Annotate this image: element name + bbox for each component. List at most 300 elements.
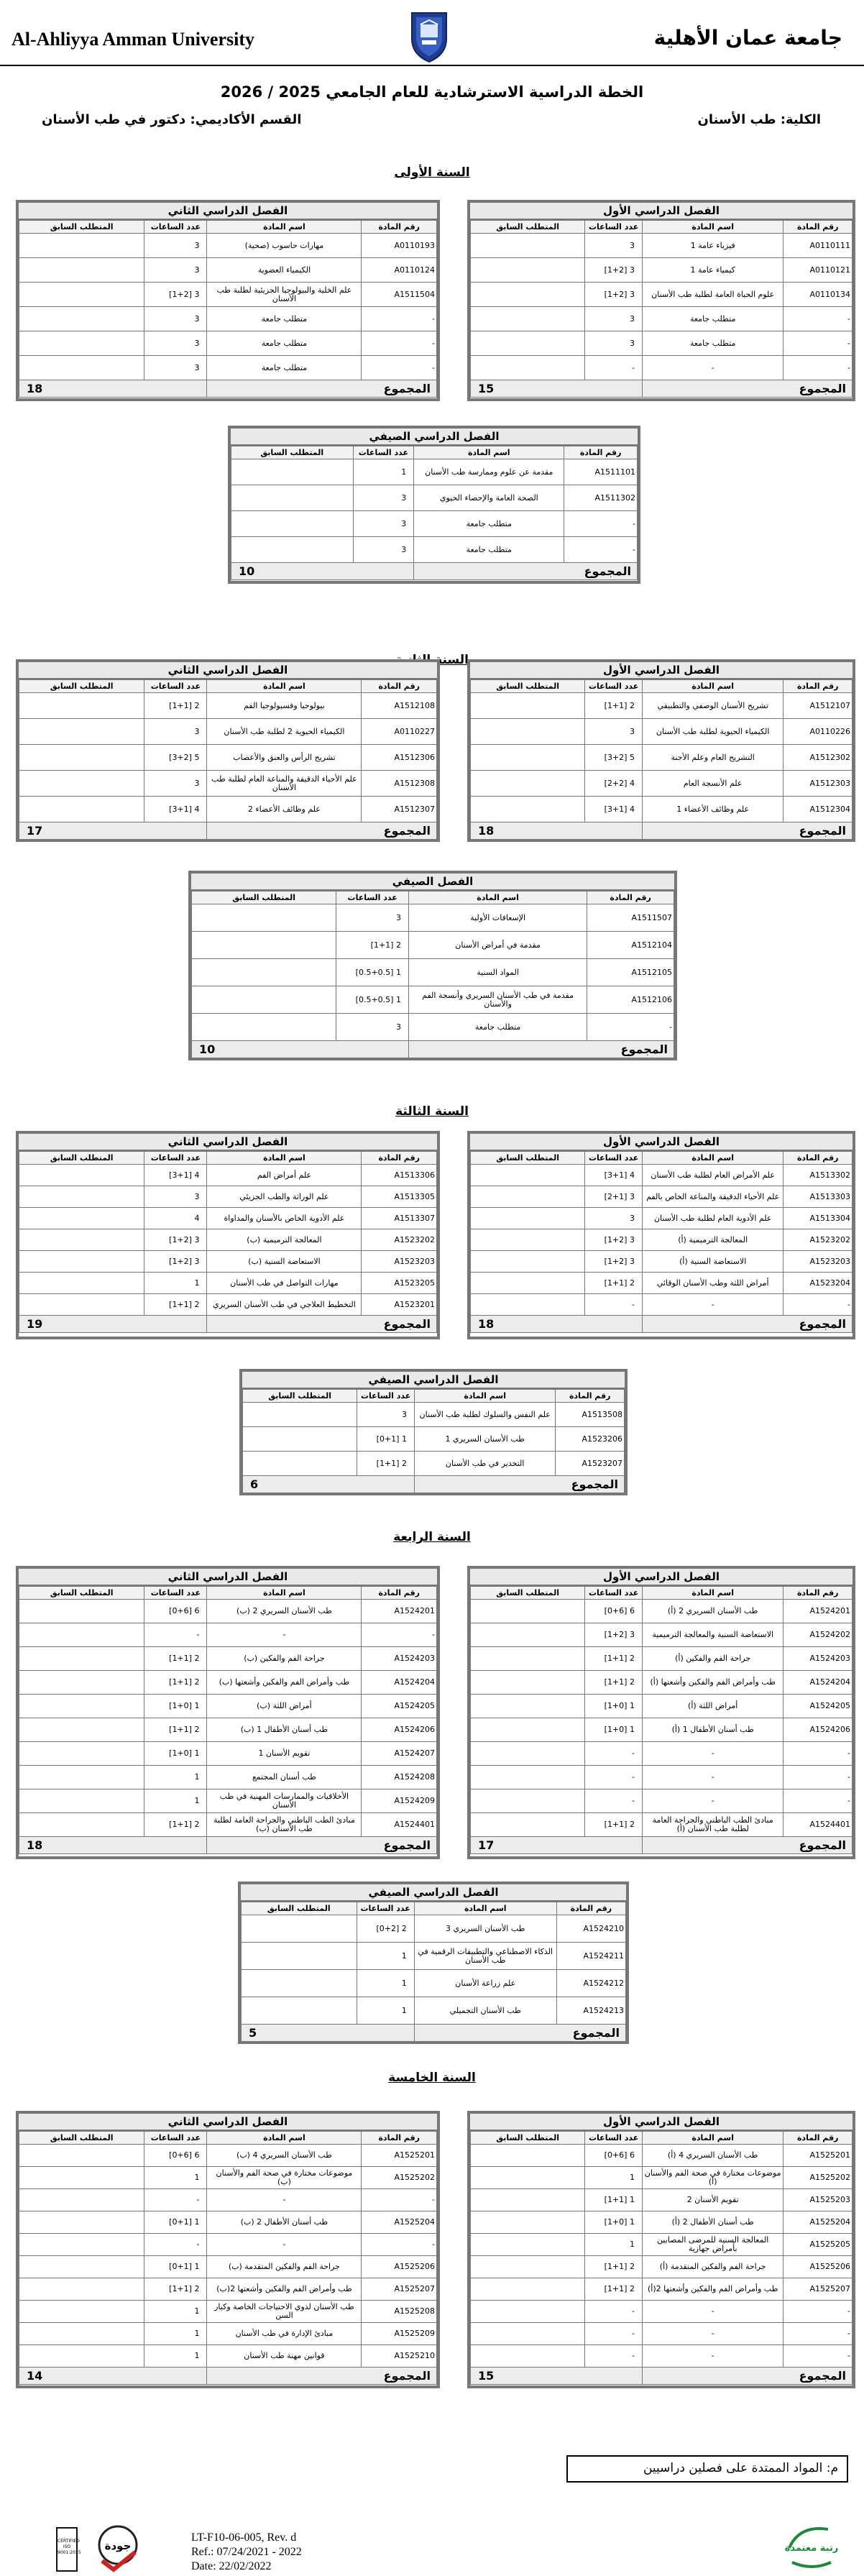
table-row [19,1229,437,1251]
column-header-hours: عدد الساعات [336,891,409,904]
course-name: متطلب جامعة [207,331,362,356]
course-code: A1525209 [362,2323,437,2345]
course-name: طب أسنان المجتمع [207,1766,362,1789]
total-row [471,1837,852,1854]
course-code: - [564,537,638,563]
course-hours: - [585,1766,643,1789]
course-code: A1511302 [564,485,638,511]
course-name: طب أسنان الأطفال 1 (ب) [207,1718,362,1742]
total-hours: 15 [471,380,643,398]
semester-first-table [467,659,855,842]
course-name: طب الأسنان السريري 4 (ب) [207,2145,362,2167]
table-row [19,2189,437,2211]
course-code: - [783,2323,852,2345]
course-hours: 5 [3+2] [585,745,643,771]
courses-table [19,1586,437,1854]
semester-second-table [16,2111,440,2388]
course-prerequisite [243,1403,357,1427]
university-name-en: Al-Ahliyya Amman University [12,29,254,50]
course-name: طب الأسنان السريري 2 (أ) [642,1600,783,1623]
table-header-row [471,680,852,693]
course-hours: 4 [3+1] [585,1165,643,1186]
table-row [231,511,638,537]
course-name: علم الأمراض العام لطلبة طب الأسنان [642,1165,783,1186]
course-code: - [362,331,437,356]
semester-title: الفصل الدراسي الثاني [19,1569,437,1586]
course-code: A1524204 [783,1671,852,1695]
course-hours: 6 [0+6] [144,2145,207,2167]
course-code: - [362,307,437,331]
course-name: - [642,356,783,380]
course-prerequisite [471,2323,585,2345]
column-header-prereq: المتطلب السابق [242,1902,357,1915]
course-code: A1524207 [362,1742,437,1766]
course-name: المعالجة الترميمية (ب) [207,1229,362,1251]
ref-line-2: Ref.: 07/24/2021 - 2022 [191,2546,302,2558]
column-header-prereq: المتطلب السابق [19,1152,144,1165]
total-label: المجموع [207,380,437,398]
course-name: - [642,1294,783,1316]
table-row [471,1186,852,1208]
faculty-label: الكلية: طب الأسنان [697,112,821,127]
course-hours: - [585,2345,643,2368]
course-name: علم وظائف الأعضاء 1 [642,797,783,822]
course-prerequisite [19,2167,144,2189]
semester-title: الفصل الدراسي الثاني [19,1134,437,1151]
table-row [471,719,852,745]
course-prerequisite [471,719,585,745]
table-row [471,771,852,797]
course-hours: 3 [1+2] [585,283,643,307]
column-header-prereq: المتطلب السابق [471,221,585,234]
table-row [471,1229,852,1251]
quality-seal-icon [92,2524,144,2572]
courses-table [19,220,437,398]
year-title: السنة الأولى [394,165,470,180]
course-name: الاستعاضة السنية والمعالجة الترميمية [642,1623,783,1647]
total-hours: 10 [192,1041,409,1058]
course-code: A1513307 [362,1208,437,1229]
table-row [19,2278,437,2301]
total-row [19,1316,437,1333]
iso-label: CERTIFIED ISO 9001:2015 [58,2539,81,2555]
column-header-prereq: المتطلب السابق [19,221,144,234]
semester-summer-table [239,1369,628,1495]
department-label: القسم الأكاديمي: دكتور في طب الأسنان [42,112,302,127]
course-hours: 3 [2+1] [585,1186,643,1208]
course-name: علم زراعة الأسنان [414,1970,556,1997]
table-row [19,1251,437,1273]
course-prerequisite [192,986,336,1014]
total-row [192,1041,674,1058]
table-row [19,356,437,380]
table-row [471,1600,852,1623]
footnote-box: م: المواد الممتدة على فصلين دراسيين [566,2455,848,2483]
page-header [0,0,864,58]
table-row [471,2145,852,2167]
course-name: بيولوجيا وفسيولوجيا الفم [207,693,362,719]
course-prerequisite [471,2145,585,2167]
course-code: A1512108 [362,693,437,719]
course-prerequisite [19,2189,144,2211]
course-name: أمراض اللثة (أ) [642,1695,783,1718]
column-header-prereq: المتطلب السابق [471,680,585,693]
course-name: تشريح الرأس والعنق والأعصاب [207,745,362,771]
course-prerequisite [192,904,336,932]
column-header-code: رقم المادة [783,221,852,234]
course-prerequisite [471,1294,585,1316]
course-hours: 1 [0+1] [144,2256,207,2278]
column-header-code: رقم المادة [783,1587,852,1600]
course-name: - [642,1766,783,1789]
course-code: A1525203 [783,2189,852,2211]
course-code: A1524212 [556,1970,625,1997]
total-row [242,2025,626,2042]
column-header-name: اسم المادة [642,1587,783,1600]
column-header-name: اسم المادة [414,446,564,459]
column-header-code: رقم المادة [362,1152,437,1165]
total-row [19,380,437,398]
table-row [242,1970,626,1997]
table-row [471,1647,852,1671]
table-header-row [471,221,852,234]
course-name: - [207,1623,362,1647]
course-hours: 3 [1+2] [585,1623,643,1647]
course-prerequisite [19,797,144,822]
course-code: A1523202 [362,1229,437,1251]
course-name: جراحة الفم والفكين المتقدمة (أ) [642,2256,783,2278]
course-code: A1513508 [556,1403,625,1427]
course-prerequisite [471,1251,585,1273]
table-row [19,234,437,258]
table-row [19,1766,437,1789]
course-prerequisite [471,1165,585,1186]
course-hours: 1 [144,2323,207,2345]
column-header-name: اسم المادة [207,2132,362,2145]
course-name: طب أسنان الأطفال 2 (ب) [207,2211,362,2234]
course-prerequisite [231,511,354,537]
course-prerequisite [19,2234,144,2256]
course-name: علم الأحياء الدقيقة والمناعة العام لطلبة طب الأسنان [207,771,362,797]
course-code: A1525201 [362,2145,437,2167]
course-hours: - [144,1623,207,1647]
courses-table [191,891,674,1058]
course-prerequisite [471,2234,585,2256]
course-code: A1524205 [783,1695,852,1718]
course-prerequisite [19,1165,144,1186]
course-name: علم الوراثة والطب الجزيئي [207,1186,362,1208]
column-header-code: رقم المادة [362,1587,437,1600]
total-row [471,1316,852,1333]
course-prerequisite [242,1915,357,1943]
course-prerequisite [243,1452,357,1476]
table-row [471,331,852,356]
semester-first-table [467,200,855,401]
course-name: - [642,2323,783,2345]
document-reference [191,2531,302,2574]
course-code: A1525206 [362,2256,437,2278]
course-code: A1512105 [587,959,674,986]
table-row [192,986,674,1014]
course-hours: 4 [3+1] [144,1165,207,1186]
course-name: الكيمياء العضوية [207,258,362,283]
course-hours: 2 [1+1] [585,1671,643,1695]
course-name: طب الأسنان السريري 1 [414,1427,555,1452]
university-logo [408,6,451,63]
course-prerequisite [471,1742,585,1766]
column-header-code: رقم المادة [587,891,674,904]
column-header-prereq: المتطلب السابق [19,1587,144,1600]
course-code: - [783,2345,852,2368]
course-prerequisite [471,1600,585,1623]
course-hours: 6 [0+6] [144,1600,207,1623]
course-hours: 2 [1+1] [144,693,207,719]
course-name: مبادئ الطب الباطني والجراحة العامة لطلبة طب الأسنان (ب) [207,1813,362,1837]
table-row [243,1403,625,1427]
course-name: مقدمة في أمراض الأسنان [408,932,587,959]
course-hours: 1 [357,1943,414,1970]
column-header-hours: عدد الساعات [357,1390,415,1403]
course-hours: 2 [1+1] [357,1452,415,1476]
course-code: A1513303 [783,1186,852,1208]
course-name: الصحة العامة والإحصاء الحيوي [414,485,564,511]
course-hours: 3 [144,356,207,380]
course-name: تشريح الأسنان الوصفي والتطبيقي [642,693,783,719]
ref-line-1: LT-F10-06-005, Rev. d [191,2531,297,2544]
course-name: التخطيط العلاجي في طب الأسنان السريري [207,1294,362,1316]
course-code: A1513305 [362,1186,437,1208]
course-prerequisite [471,283,585,307]
semester-first-table [467,1131,855,1339]
course-hours: 3 [336,1014,409,1041]
table-row [19,1742,437,1766]
course-prerequisite [471,1671,585,1695]
course-code: - [783,1789,852,1813]
course-code: A1525204 [783,2211,852,2234]
course-code: A1525206 [783,2256,852,2278]
course-code: A1512306 [362,745,437,771]
total-label: المجموع [414,563,638,580]
courses-table [470,2131,852,2385]
course-code: A0110193 [362,234,437,258]
quality-seal-text: جودة [104,2539,132,2552]
column-header-hours: عدد الساعات [357,1902,414,1915]
semester-title: الفصل الدراسي الأول [470,1134,852,1151]
column-header-prereq: المتطلب السابق [471,2132,585,2145]
course-name: - [642,2301,783,2323]
table-row [471,2345,852,2368]
table-row [19,2301,437,2323]
course-prerequisite [192,932,336,959]
course-code: A1524203 [783,1647,852,1671]
table-row [19,2256,437,2278]
column-header-name: اسم المادة [207,1587,362,1600]
course-hours: 3 [336,904,409,932]
table-row [242,1915,626,1943]
course-code: A1512308 [362,771,437,797]
course-name: مهارات حاسوب (صحية) [207,234,362,258]
table-row [471,234,852,258]
accredited-seal-icon [785,2522,838,2572]
table-row [19,1186,437,1208]
table-row [19,2211,437,2234]
course-prerequisite [19,2278,144,2301]
course-name: علم الأدوية العام لطلبة طب الأسنان [642,1208,783,1229]
course-hours: 3 [144,771,207,797]
table-row [19,1789,437,1813]
course-prerequisite [19,1647,144,1671]
table-header-row [471,2132,852,2145]
course-hours: 2 [1+1] [585,2278,643,2301]
table-row [471,1273,852,1294]
course-hours: 2 [1+1] [144,1671,207,1695]
column-header-prereq: المتطلب السابق [231,446,354,459]
courses-table [19,1151,437,1333]
course-name: المعالجة السنية للمرضى المصابين بأمراض جهازية [642,2234,783,2256]
table-row [19,1718,437,1742]
table-row [242,1943,626,1970]
course-code: A1523201 [362,1294,437,1316]
course-prerequisite [471,693,585,719]
course-code: A1523203 [783,1251,852,1273]
course-code: A1513306 [362,1165,437,1186]
total-row [471,380,852,398]
course-hours: 3 [1+2] [144,283,207,307]
table-row [19,2145,437,2167]
course-hours: 1 [1+0] [585,1718,643,1742]
course-name: الذكاء الاصطناعي والتطبيقات الرقمية في طب الأسنان [414,1943,556,1970]
semester-title: الفصل الدراسي الصيفي [231,428,638,446]
table-header-row [19,1587,437,1600]
year-title: السنة [435,653,469,667]
course-hours: 4 [2+2] [585,771,643,797]
column-header-code: رقم المادة [564,446,638,459]
course-name: طب وأمراض الفم والفكين وأشعتها (أ) [642,1671,783,1695]
course-prerequisite [19,1294,144,1316]
total-hours: 17 [19,822,207,840]
course-hours: 1 [1+0] [585,1695,643,1718]
course-hours: 3 [1+2] [144,1251,207,1273]
table-row [19,745,437,771]
course-code: A1512304 [783,797,852,822]
course-prerequisite [192,1014,336,1041]
course-hours: 2 [1+1] [585,2256,643,2278]
course-hours: 3 [585,1208,643,1229]
course-hours: - [585,1789,643,1813]
course-prerequisite [19,1742,144,1766]
column-header-name: اسم المادة [642,1152,783,1165]
table-row [19,1600,437,1623]
course-code: A1525201 [783,2145,852,2167]
course-name: مقدمة في طب الأسنان السريري وأنسجة الفم والأسنان [408,986,587,1014]
course-code: - [362,2189,437,2211]
course-code: A1512104 [587,932,674,959]
column-header-prereq: المتطلب السابق [471,1152,585,1165]
course-code: - [783,331,852,356]
semester-title: الفصل الصيفي [191,874,674,891]
total-label: المجموع [642,2368,852,2385]
course-hours: 4 [144,1208,207,1229]
total-row [471,2368,852,2385]
total-label: المجموع [414,2025,625,2042]
semester-summer-table [228,426,640,584]
table-row [471,1813,852,1837]
column-header-name: اسم المادة [207,1152,362,1165]
course-code: A1525208 [362,2301,437,2323]
course-hours: 3 [144,234,207,258]
column-header-code: رقم المادة [362,221,437,234]
course-hours: 3 [357,1403,415,1427]
table-row [19,1294,437,1316]
total-label: المجموع [207,1837,437,1854]
table-row [19,1623,437,1647]
course-hours: 1 [1+0] [144,1695,207,1718]
course-name: - [207,2189,362,2211]
course-name: طب الأسنان السريري 4 (أ) [642,2145,783,2167]
total-label: المجموع [207,2368,437,2385]
table-row [19,693,437,719]
column-header-code: رقم المادة [783,1152,852,1165]
course-code: A1512302 [783,745,852,771]
semester-second-table [16,1566,440,1859]
course-prerequisite [19,1229,144,1251]
table-row [471,1789,852,1813]
course-name: متطلب جامعة [408,1014,587,1041]
courses-table [470,1151,852,1333]
course-hours: 2 [1+1] [144,1718,207,1742]
course-name: - [642,1742,783,1766]
course-name: طب وأمراض الفم والفكين وأشعتها 2(أ) [642,2278,783,2301]
course-prerequisite [471,1789,585,1813]
table-row [243,1452,625,1476]
course-name: طب الأسنان السريري 3 [414,1915,556,1943]
course-code: - [783,356,852,380]
semester-first-table [467,1566,855,1859]
table-row [471,2323,852,2345]
course-code: - [587,1014,674,1041]
course-name: مبادئ الطب الباطني والجراحة العامة لطلبة طب الأسنان (أ) [642,1813,783,1837]
total-hours: 18 [471,822,643,840]
course-hours: - [585,2323,643,2345]
course-prerequisite [471,1813,585,1837]
table-header-row [231,446,638,459]
course-prerequisite [19,1251,144,1273]
course-hours: 1 [0.5+0.5] [336,986,409,1014]
column-header-hours: عدد الساعات [144,1587,207,1600]
table-row [243,1427,625,1452]
course-prerequisite [19,2301,144,2323]
course-hours: 1 [0+1] [357,1427,415,1452]
column-header-name: اسم المادة [642,2132,783,2145]
course-name: الاستعاضة السنية (أ) [642,1251,783,1273]
course-code: A1523206 [556,1427,625,1452]
course-prerequisite [471,2211,585,2234]
course-name: علم الخلية والبيولوجيا الجزيئية لطلبة طب الأسنان [207,283,362,307]
table-row [471,1766,852,1789]
table-row [19,719,437,745]
course-name: طب الأسنان التجميلي [414,1997,556,2025]
table-row [471,1623,852,1647]
total-row [471,822,852,840]
table-header-row [19,680,437,693]
course-name: متطلب جامعة [414,537,564,563]
plan-title: الخطة الدراسية الاسترشادية للعام الجامعي 2025 / 2026 [220,83,644,101]
course-prerequisite [471,2256,585,2278]
column-header-prereq: المتطلب السابق [192,891,336,904]
table-row [471,1671,852,1695]
table-row [471,2256,852,2278]
column-header-name: اسم المادة [414,1902,556,1915]
